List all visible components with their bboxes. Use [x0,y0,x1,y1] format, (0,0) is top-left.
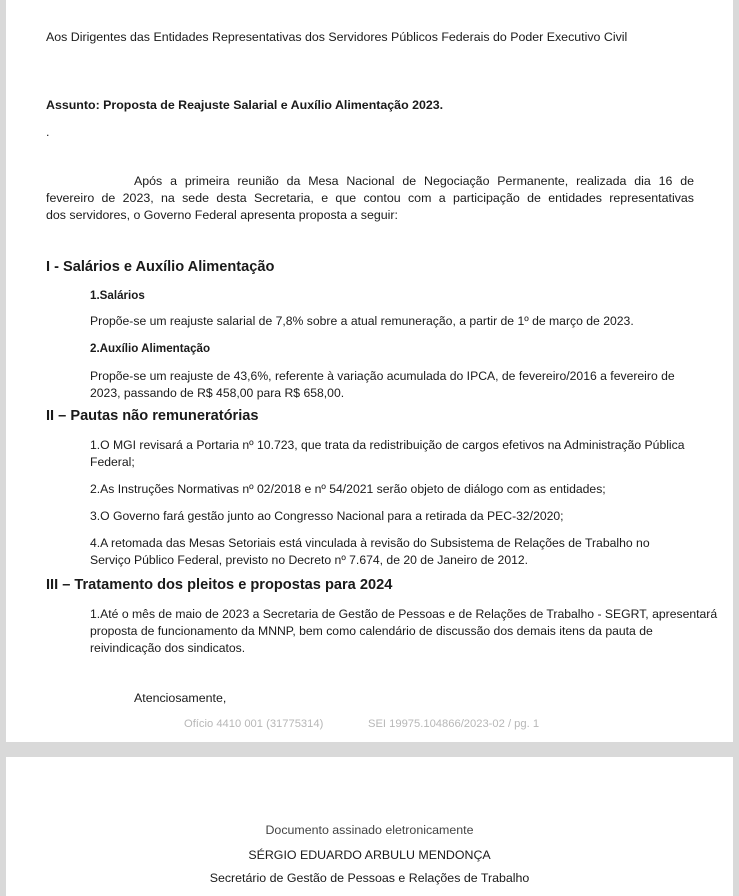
document-page-1 [6,0,733,742]
section-3-heading: III – Tratamento dos pleitos e propostas para 2024 [46,577,393,593]
section-2-item-1-line-1: 1.O MGI revisará a Portaria nº 10.723, que trata da redistribuição de cargos efetivos na Administração Pública [90,438,685,452]
section-2-item-4-line-2: Serviço Público Federal, previsto no Decreto nº 7.674, de 20 de Janeiro de 2012. [90,553,529,567]
footer-sei-page: SEI 19975.104866/2023-02 / pg. 1 [368,718,540,730]
section-2-item-1-line-2: Federal; [90,455,135,469]
section-1-sub2-line-2: 2023, passando de R$ 458,00 para R$ 658,00. [90,386,345,400]
footer-oficio-number: Ofício 4410 001 (31775314) [184,718,324,730]
section-1-sub1-title: 1.Salários [90,289,145,302]
section-3-item-1-line-2: proposta de funcionamento da MNNP, bem como calendário de discussão dos demais itens da pauta de [90,624,653,638]
section-2-heading: II – Pautas não remuneratórias [46,408,259,424]
document-page-2 [6,757,733,896]
section-1-sub2-title: 2.Auxílio Alimentação [90,342,211,355]
section-2-item-3: 3.O Governo fará gestão junto ao Congresso Nacional para a retirada da PEC-32/2020; [90,509,564,523]
intro-line-3: dos servidores, o Governo Federal apresenta proposta a seguir: [46,208,398,222]
intro-line-1: Após a primeira reunião da Mesa Nacional de Negociação Permanente, realizada dia 16 de [134,174,694,188]
subject-line: Assunto: Proposta de Reajuste Salarial e Auxílio Alimentação 2023. [46,98,444,112]
section-1-sub1-text: Propõe-se um reajuste salarial de 7,8% sobre a atual remuneração, a partir de 1º de março de 2023. [90,314,634,328]
section-1-sub2-line-1: Propõe-se um reajuste de 43,6%, referente à variação acumulada do IPCA, de fevereiro/2016 a fevereiro de [90,369,675,383]
closing-salutation: Atenciosamente, [134,691,227,705]
recipient-line: Aos Dirigentes das Entidades Representativas dos Servidores Públicos Federais do Poder Executivo Civil [46,30,628,44]
section-1-heading: I - Salários e Auxílio Alimentação [46,259,275,275]
section-2-item-4-line-1: 4.A retomada das Mesas Setoriais está vinculada à revisão do Subsistema de Relações de Trabalho no [90,536,650,550]
signer-role: Secretário de Gestão de Pessoas e Relações de Trabalho [209,871,530,885]
section-2-item-2: 2.As Instruções Normativas nº 02/2018 e nº 54/2021 serão objeto de diálogo com as entidades; [90,482,606,496]
section-3-item-1-line-3: reivindicação dos sindicatos. [90,641,246,655]
signed-electronically-note: Documento assinado eletronicamente [265,823,474,837]
section-3-item-1-line-1: 1.Até o mês de maio de 2023 a Secretaria de Gestão de Pessoas e de Relações de Trabalho - SEGRT, apresentará [90,607,718,621]
intro-line-2: fevereiro de 2023, na sede desta Secretaria, e que contou com a participação de entidades representativas [46,191,694,205]
stray-dot: . [46,125,50,139]
signer-name: SÉRGIO EDUARDO ARBULU MENDONÇA [248,848,491,862]
